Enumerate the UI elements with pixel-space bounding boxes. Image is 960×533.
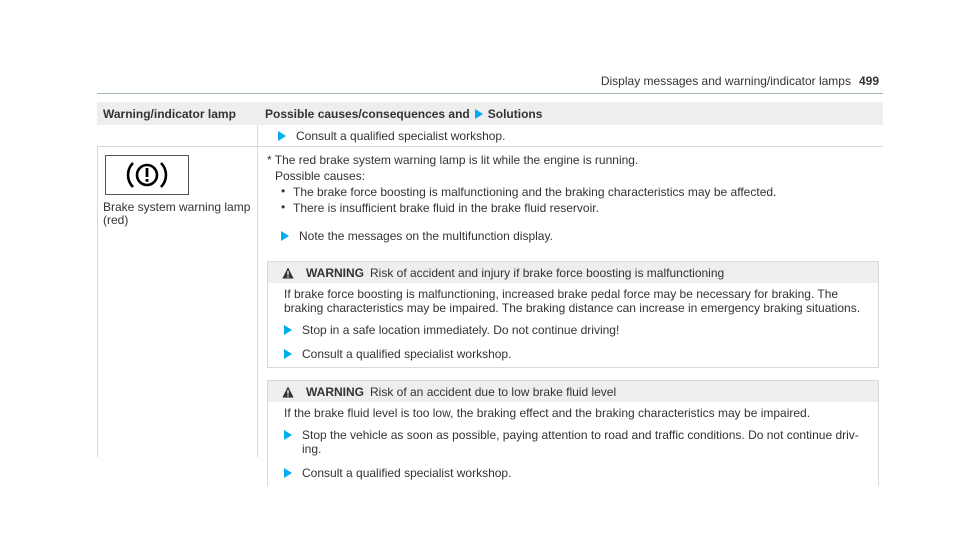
- warning-step: [284, 347, 866, 361]
- brake-warning-icon: [105, 155, 189, 195]
- col-header-solutions-label: Solutions: [487, 106, 543, 121]
- causes-content: [267, 153, 879, 486]
- arrow-icon: [284, 468, 292, 478]
- lamp-label: Brake system warning lamp (red): [103, 200, 251, 227]
- column-divider: [257, 125, 258, 146]
- table-row: [97, 125, 883, 147]
- column-divider: [257, 147, 258, 457]
- note-text: Note the messages on the multifunction display.: [299, 229, 553, 243]
- arrow-icon: [475, 109, 483, 119]
- col-header-lamp: Warning/indicator lamp: [103, 106, 236, 121]
- step-text: Consult a qualified specialist workshop.: [302, 347, 512, 361]
- warning-box: [267, 261, 879, 368]
- step-text: Stop the vehicle as soon as possible, paying attention to road and traffic conditions. Do not continue driv-ing.: [302, 428, 859, 456]
- list-item: • The brake force boosting is malfunctioning and the braking characteristics may be affected.: [281, 185, 879, 199]
- table-header: [97, 102, 883, 125]
- warning-text: If brake force boosting is malfunctioning, increased brake pedal force may be necessary for braking. The braking characteristics may be impaired. The braking distance can increase in emergency braking situations.: [284, 287, 861, 315]
- causes-label: Possible causes:: [275, 169, 366, 183]
- arrow-icon: [284, 430, 292, 440]
- solution-text: Consult a qualified specialist workshop.: [296, 129, 506, 143]
- causes-list: [281, 185, 879, 215]
- warning-header: [268, 262, 878, 283]
- warning-body: [268, 402, 878, 486]
- warning-triangle-icon: [282, 267, 294, 279]
- page-number: 499: [858, 74, 879, 88]
- table-row: [97, 147, 883, 480]
- warning-label: WARNING: [306, 265, 364, 280]
- step-text: Stop in a safe location immediately. Do not continue driving!: [302, 323, 620, 337]
- warning-label: WARNING: [306, 384, 364, 399]
- warning-step: [284, 323, 866, 337]
- warning-step: [284, 428, 866, 456]
- col-header-causes: [257, 107, 542, 121]
- arrow-icon: [281, 231, 289, 241]
- warning-title: Risk of accident and injury if brake force boosting is malfunctioning: [370, 265, 725, 280]
- arrow-icon: [284, 349, 292, 359]
- col-header-causes-label: Possible causes/consequences and: [265, 106, 470, 121]
- warning-title: Risk of an accident due to low brake fluid level: [370, 384, 617, 399]
- warning-header: [268, 381, 878, 402]
- step-text: Consult a qualified specialist workshop.: [302, 466, 512, 480]
- intro-text: * The red brake system warning lamp is lit while the engine is running.: [267, 153, 639, 167]
- solution-step: [278, 129, 505, 143]
- table-left-border: [97, 147, 98, 457]
- arrow-icon: [284, 325, 292, 335]
- section-title: Display messages and warning/indicator lamps: [600, 74, 851, 88]
- warning-body: [268, 283, 878, 367]
- warning-step: [284, 466, 866, 480]
- warning-lamp-table: [97, 102, 883, 480]
- note-step: [281, 229, 879, 243]
- warning-text: If the brake fluid level is too low, the braking effect and the braking characteristics may be impaired.: [284, 406, 811, 420]
- header-rule: [97, 93, 883, 94]
- warning-box: [267, 380, 879, 486]
- warning-triangle-icon: [282, 386, 294, 398]
- list-item: • There is insufficient brake fluid in the brake fluid reservoir.: [281, 201, 879, 215]
- arrow-icon: [278, 131, 286, 141]
- page-header: [601, 74, 879, 88]
